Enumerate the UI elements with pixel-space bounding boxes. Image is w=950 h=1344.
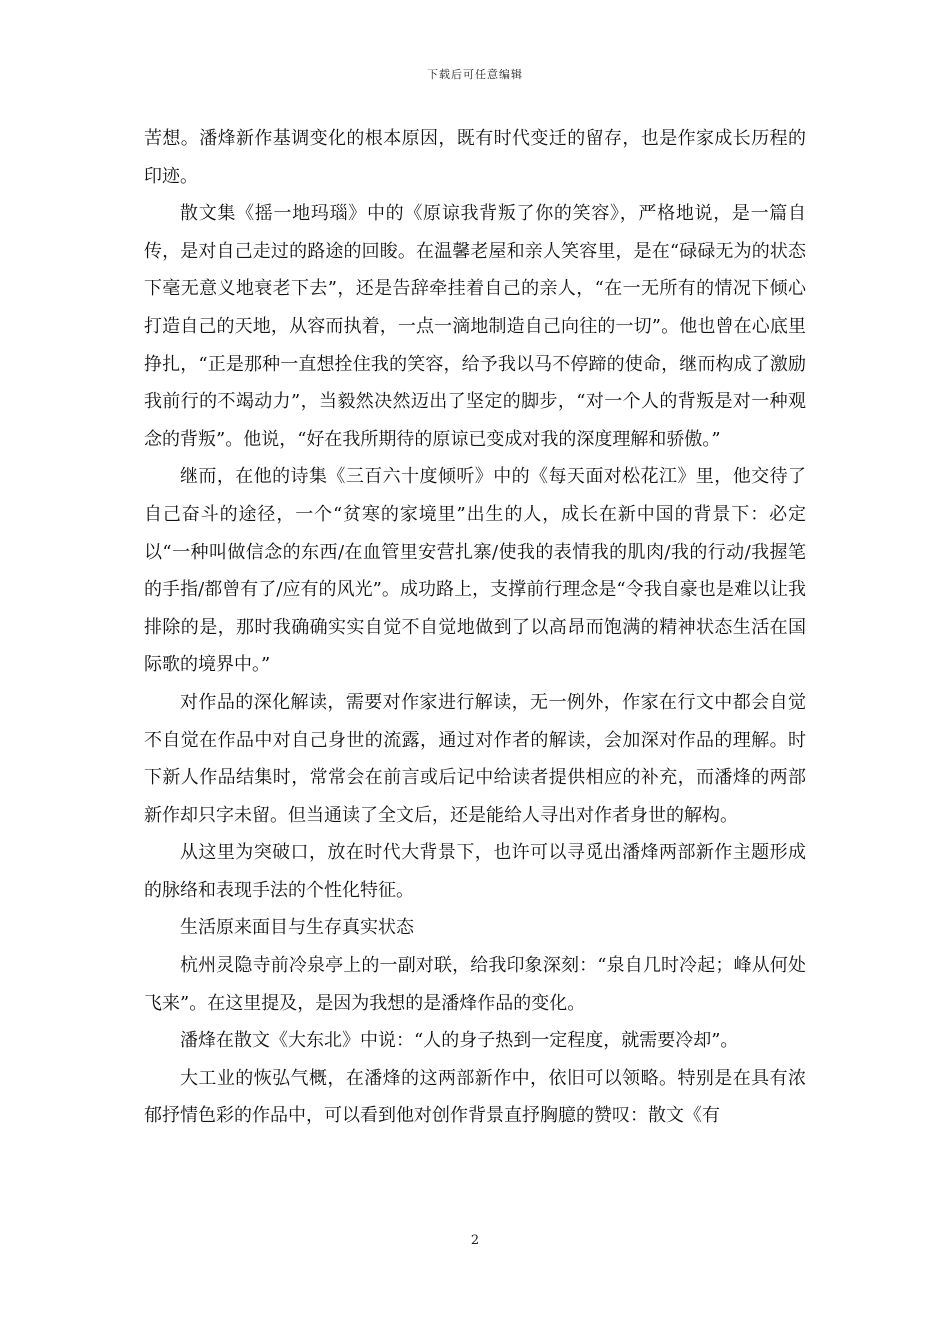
paragraph: 大工业的恢弘气概，在潘烽的这两部新作中，依旧可以领略。特别是在具有浓郁抒情色彩的作品中，可以看到他对创作背景直抒胸臆的赞叹：散文《有 [144,1067,806,1127]
paragraph: 继而，在他的诗集《三百六十度倾听》中的《每天面对松花江》里，他交待了自己奋斗的途径，一个“贫寒的家境里”出生的人，成长在新中国的背景下：必定以“一种叫做信念的东西/在血管里安营扎寨/使我的表情我的肌肉/我的行动/我握笔的手指/都曾有了/应有的风光”。成功路上，支撑前行理念是“令我自豪也是难以让我排除的是，那时我确确实实自觉不自觉地做到了以高昂而饱满的精神状态生活在国际歌的境界中。” [144,466,806,676]
paragraph: 潘烽在散文《大东北》中说：“人的身子热到一定程度，就需要冷却”。 [180,1030,739,1052]
paragraph: 从这里为突破口，放在时代大背景下，也许可以寻觅出潘烽两部新作主题形成的脉络和表现手法的个性化特征。 [144,842,806,901]
paragraph: 杭州灵隐寺前冷泉亭上的一副对联，给我印象深刻：“泉自几时冷起；峰从何处飞来”。在这里提及，是因为我想的是潘烽作品的变化。 [144,955,806,1014]
paragraph: 对作品的深化解读，需要对作家进行解读，无一例外，作家在行文中都会自觉不自觉在作品中对自己身世的流露，通过对作者的解读，会加深对作品的理解。时下新人作品结集时，常常会在前言或后记中给读者提供相应的补充，而潘烽的两部新作却只字未留。但当通读了全文后，还是能给人寻出对作者身世的解构。 [144,691,806,826]
section-heading: 生活原来面目与生存真实状态 [180,917,414,939]
paragraph: 散文集《摇一地玛瑙》中的《原谅我背叛了你的笑容》，严格地说，是一篇自传，是对自己走过的路途的回睃。在温馨老屋和亲人笑容里，是在“碌碌无为的状态下毫无意义地衰老下去”，还是告辞牵挂着自己的亲人，“在一无所有的情况下倾心打造自己的天地，从容而执着，一点一滴地制造自己向往的一切”。他也曾在心底里挣扎，“正是那种一直想拴住我的笑容，给予我以马不停蹄的使命，继而构成了激励我前行的不竭动力”，当毅然决然迈出了坚定的脚步，“对一个人的背叛是对一种观念的背叛”。他说，“好在我所期待的原谅已变成对我的深度理解和骄傲。” [144,203,806,450]
paragraph-continuation: 苦想。潘烽新作基调变化的根本原因，既有时代变迁的留存，也是作家成长历程的印迹。 [144,128,806,187]
page-number: 2 [470,1233,480,1248]
page-header: 下载后可任意编辑 [427,68,523,81]
document-body [144,120,806,1135]
